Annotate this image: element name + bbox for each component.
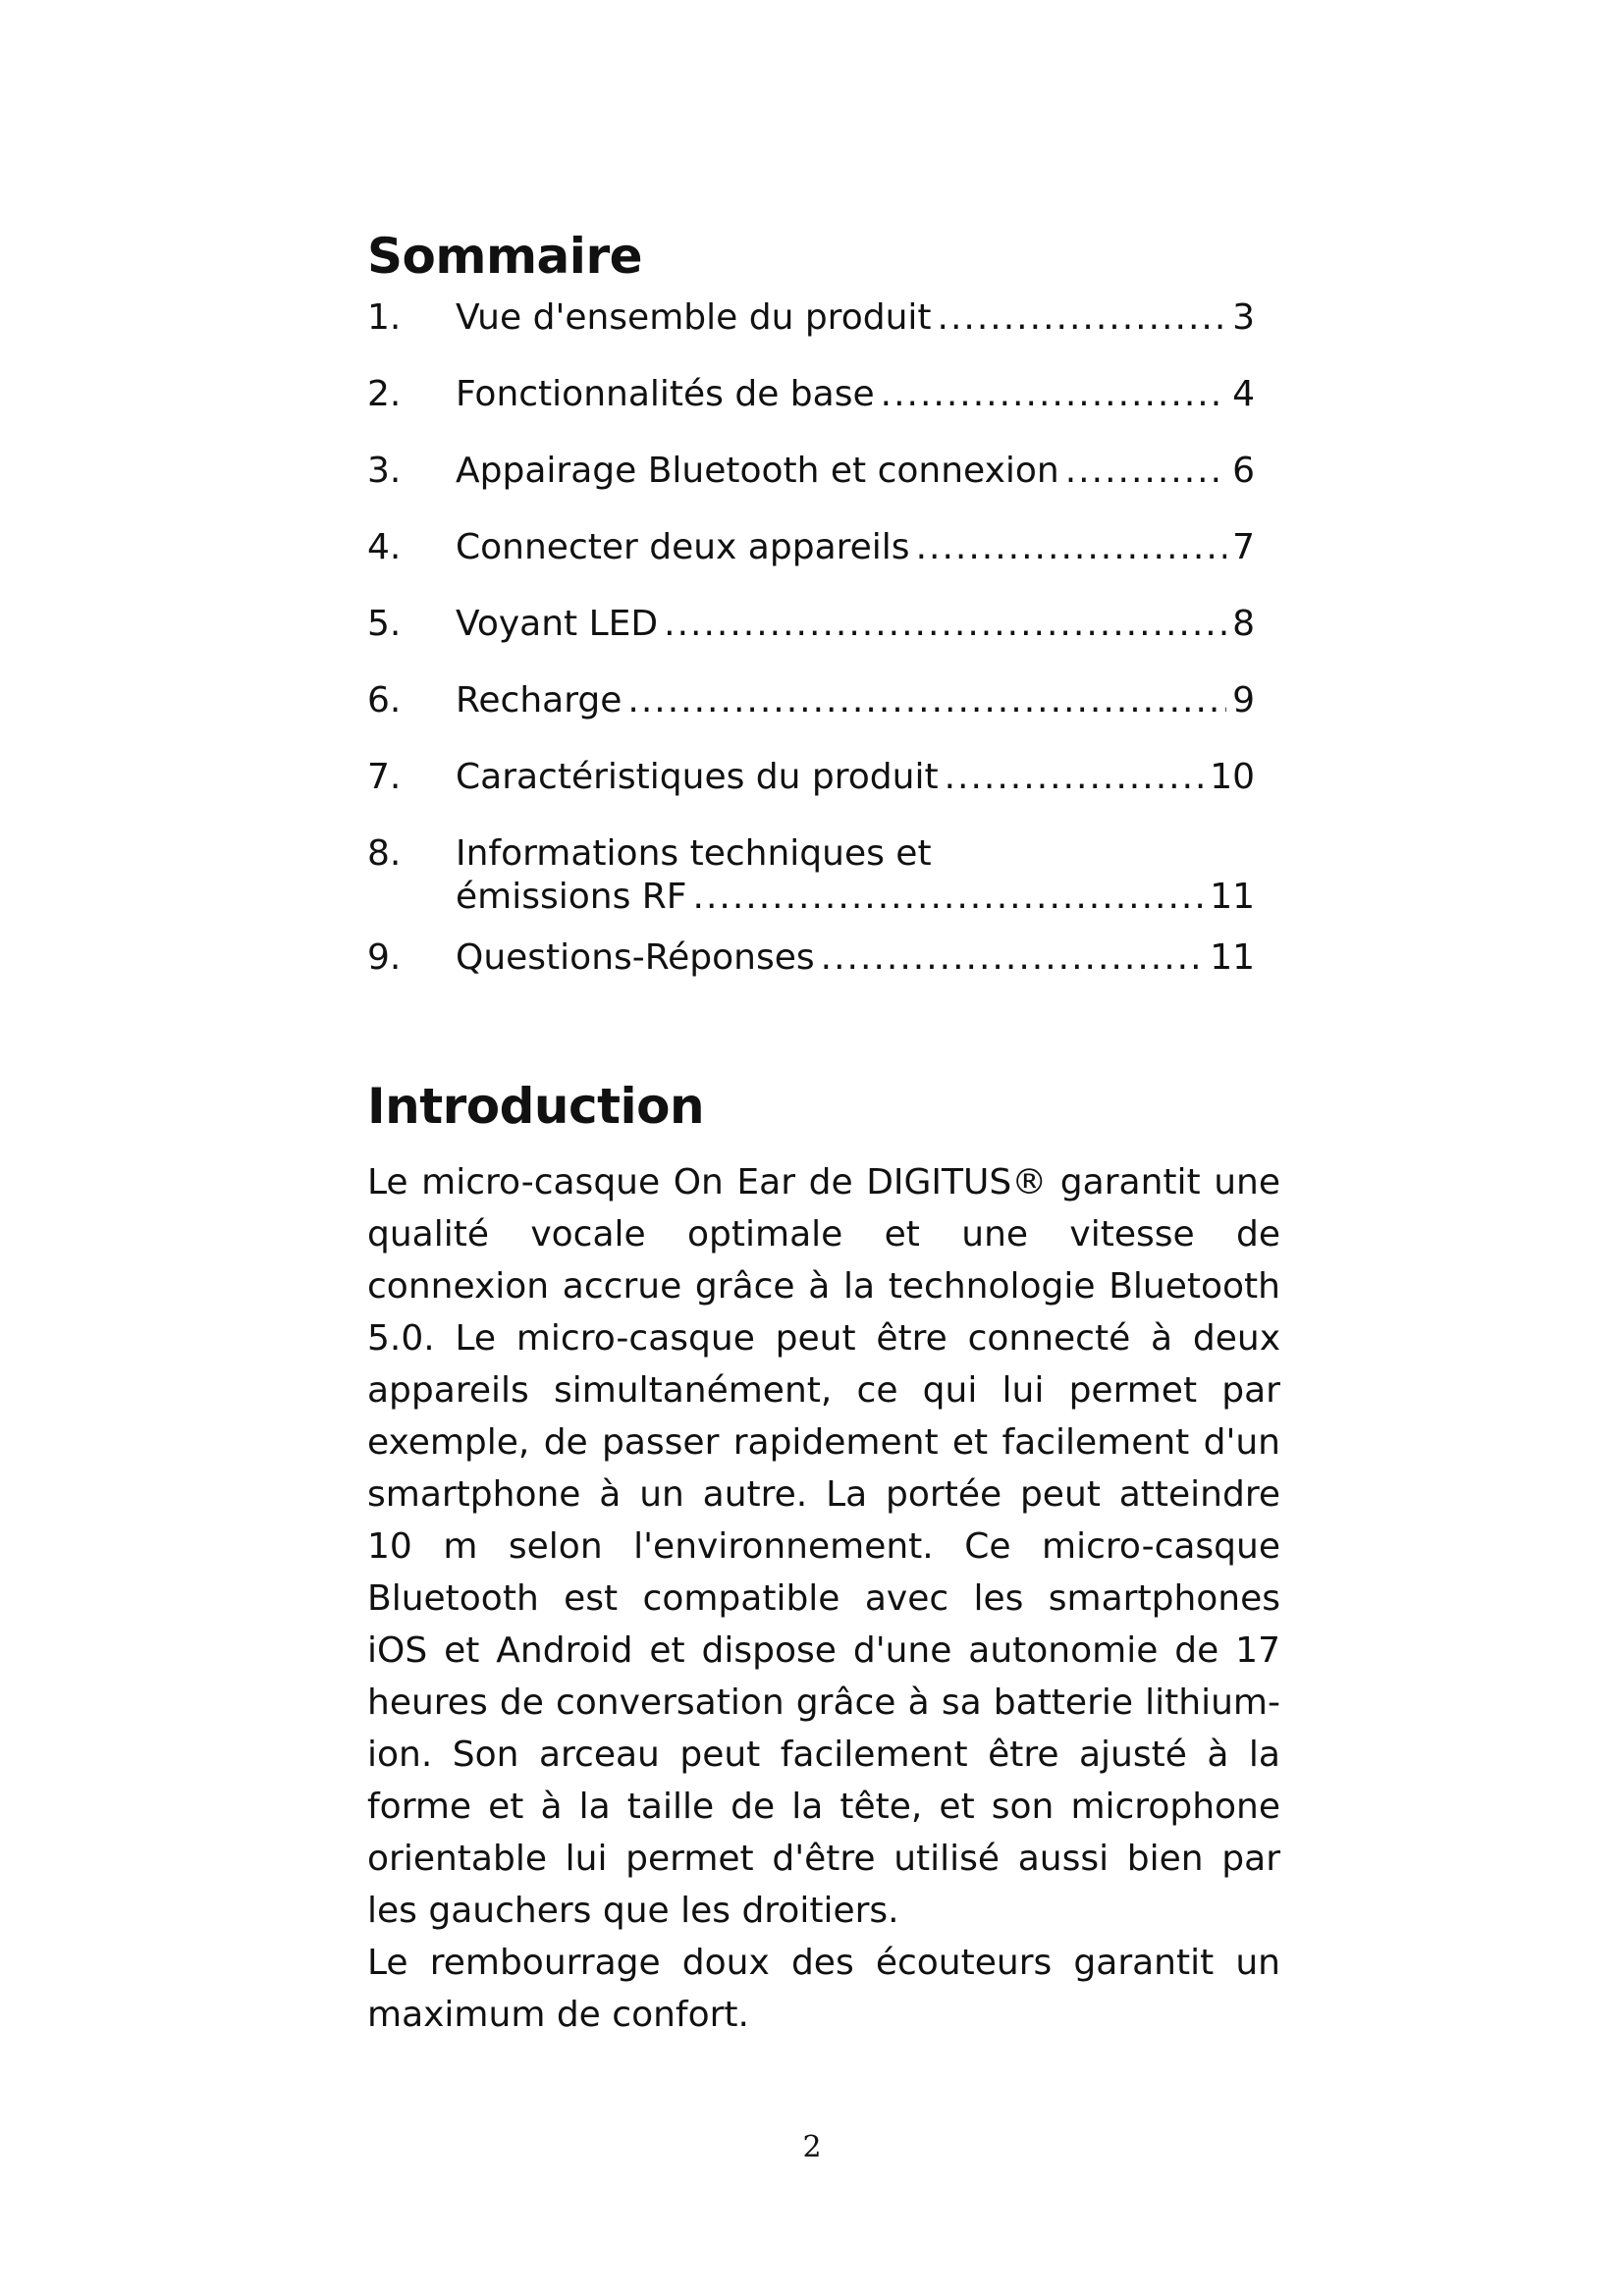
toc-item-page: 11	[1210, 937, 1255, 978]
toc-item-title-continued: émissions RF	[456, 877, 687, 917]
toc-item-number: 7.	[367, 757, 402, 797]
toc-item-title: Fonctionnalités de base	[456, 374, 875, 414]
toc-item-title: Connecter deux appareils	[456, 527, 910, 567]
toc-leader-dots	[1065, 450, 1226, 493]
toc-leader-dots	[693, 876, 1205, 919]
toc-item-page: 11	[1210, 877, 1255, 917]
introduction-paragraph: Le rembourrage doux des écouteurs garantit un maximum de confort.	[367, 1943, 1280, 2035]
toc-leader-dots	[945, 756, 1205, 799]
toc-item[interactable]	[367, 679, 1255, 722]
toc-item-page: 4	[1232, 374, 1255, 414]
toc-item[interactable]	[367, 296, 1255, 340]
toc-item[interactable]	[367, 832, 1255, 919]
toc-item-number: 2.	[367, 374, 402, 414]
toc-leader-dots	[821, 936, 1205, 980]
toc-item[interactable]	[367, 756, 1255, 799]
toc-item-number: 8.	[367, 833, 402, 874]
toc-leader-dots	[881, 373, 1226, 416]
toc-item[interactable]	[367, 603, 1255, 646]
toc-item-number: 9.	[367, 937, 402, 978]
toc-leader-dots	[664, 603, 1226, 646]
toc-item-number: 5.	[367, 604, 402, 644]
toc-item-title: Vue d'ensemble du produit	[456, 297, 932, 338]
toc-item-page: 10	[1210, 757, 1255, 797]
toc-item-number: 4.	[367, 527, 402, 567]
toc-item-page: 8	[1232, 604, 1255, 644]
toc-item-number: 3.	[367, 451, 402, 491]
toc-heading: Sommaire	[367, 228, 643, 285]
toc-item[interactable]	[367, 450, 1255, 493]
toc-item[interactable]	[367, 373, 1255, 416]
toc-item-title: Voyant LED	[456, 604, 659, 644]
toc-item[interactable]	[367, 526, 1255, 569]
toc-item-title: Recharge	[456, 680, 623, 721]
toc-item-page: 9	[1232, 680, 1255, 721]
introduction-body	[367, 1156, 1280, 2041]
table-of-contents	[367, 296, 1255, 1013]
toc-item-number: 1.	[367, 297, 402, 338]
page-number: 2	[802, 2130, 822, 2164]
introduction-paragraph: Le micro-casque On Ear de DIGITUS® garantit une qualité vocale optimale et une vitesse de connexion accrue grâce à la technologie Bluetooth 5.0. Le micro-casque peut être connecté à deux appareils simultanément, ce qui lui permet par exemple, de passer rapidement et facilement d'un smartphone à un autre. La portée peut atteindre 10 m selon l'environnement. Ce micro-casque Bluetooth est compatible avec les smartphones iOS et Android et dispose d'une autonomie de 17 heures de conversation grâce à sa batterie lithium-ion. Son arceau peut facilement être ajusté à la forme et à la taille de la tête, et son microphone orientable lui permet d'être utilisé aussi bien par les gauchers que les droitiers.	[367, 1162, 1280, 1931]
toc-item-title: Appairage Bluetooth et connexion	[456, 451, 1059, 491]
toc-item[interactable]	[367, 936, 1255, 980]
toc-item-page: 6	[1232, 451, 1255, 491]
toc-item-page: 7	[1232, 527, 1255, 567]
toc-item-number: 6.	[367, 680, 402, 721]
toc-item-page: 3	[1232, 297, 1255, 338]
toc-leader-dots	[916, 526, 1227, 569]
toc-item-title: Questions-Réponses	[456, 937, 815, 978]
introduction-heading: Introduction	[367, 1078, 705, 1135]
toc-leader-dots	[627, 679, 1226, 722]
toc-item-title: Caractéristiques du produit	[456, 757, 939, 797]
toc-leader-dots	[938, 296, 1227, 340]
toc-item-title: Informations techniques et	[456, 833, 932, 874]
